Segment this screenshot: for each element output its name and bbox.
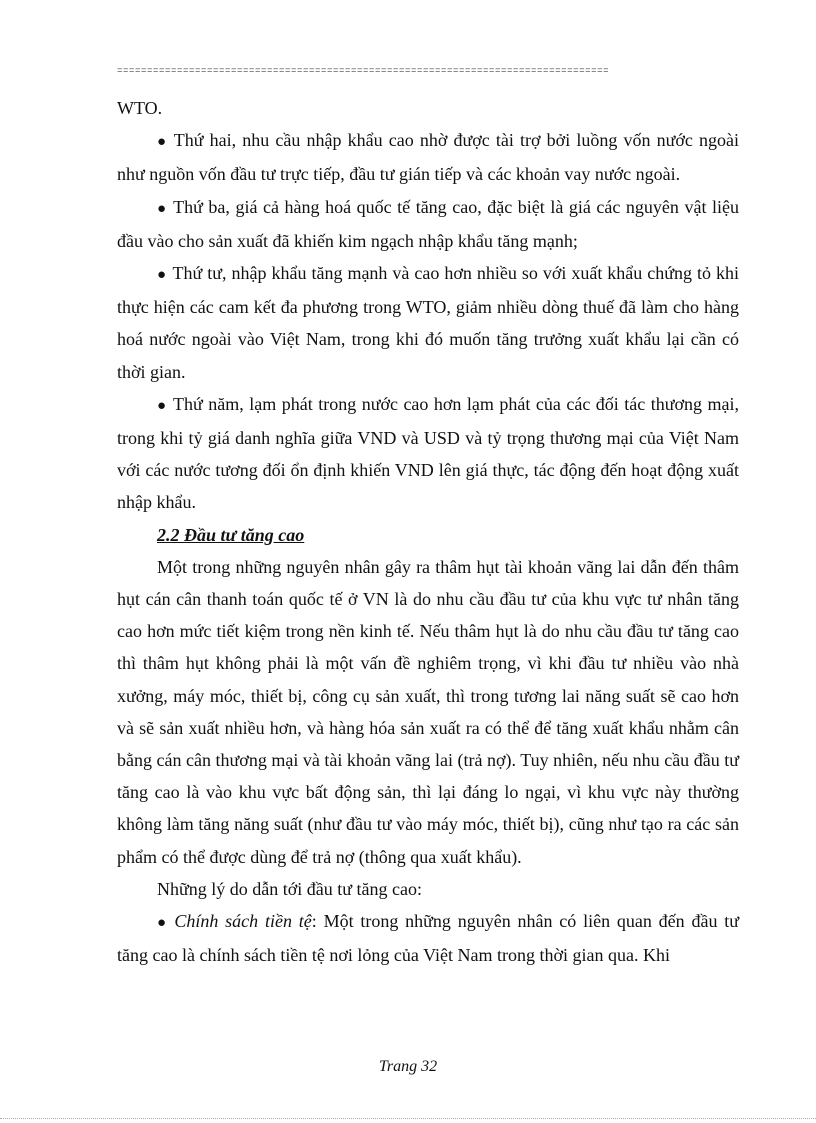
bullet-icon: ●: [157, 134, 168, 151]
paragraph-text: Thứ hai, nhu cầu nhập khẩu cao nhờ được tài trợ bởi luồng vốn nước ngoài như nguồn vốn đầu tư trực tiếp, đầu tư gián tiếp và các khoản vay nước ngoài.: [117, 130, 739, 185]
paragraph: Những lý do dẫn tới đầu tư tăng cao:: [157, 878, 422, 899]
paragraph: Một trong những nguyên nhân gây ra thâm hụt tài khoản vãng lai dẫn đến thâm hụt cán cân thanh toán quốc tế ở VN là do nhu cầu đầu tư của khu vực tư nhân tăng cao hơn mức tiết kiệm trong nền kinh tế. Nếu thâm hụt là do nhu cầu đầu tư tăng cao thì thâm hụt không phải là một vấn đề nghiêm trọng, vì khi đầu tư nhiều vào nhà xưởng, máy móc, thiết bị, công cụ sản xuất, thì trong tương lai năng suất sẽ cao hơn và sẽ sản xuất nhiều hơn, và hàng hóa sản xuất ra có thể để tăng xuất khẩu nhằm cân bằng cán cân thương mại và tài khoản vãng lai (trả nợ). Tuy nhiên, nếu nhu cầu đầu tư tăng cao là vào khu vực bất động sản, thì lại đáng lo ngại, vì khu vực này thường không làm tăng năng suất (như đầu tư vào máy móc, thiết bị), cũng như tạo ra các sản phẩm có thể được dùng để trả nợ (thông qua xuất khẩu).: [117, 556, 739, 867]
bullet-paragraph: [117, 388, 739, 519]
bullet-paragraph: [117, 905, 739, 971]
page-number: Trang 32: [378, 1058, 438, 1075]
paragraph-text: Thứ tư, nhập khẩu tăng mạnh và cao hơn nhiều so với xuất khẩu chứng tỏ khi thực hiện các cam kết đa phương trong WTO, giảm nhiều dòng thuế đã làm cho hàng hoá nước ngoài vào Việt Nam, trong khi đó muốn tăng trưởng xuất khẩu lại cần có thời gian.: [117, 263, 739, 382]
paragraph-text: : Một trong những nguyên nhân có liên quan đến đầu tư tăng cao là chính sách tiền tệ nơi lỏng của Việt Nam trong thời gian qua. Khi: [117, 911, 740, 966]
bottom-divider: [0, 1118, 816, 1119]
term-italic: Chính sách tiền tệ: [174, 911, 312, 932]
bullet-paragraph: [117, 124, 739, 190]
paragraph-text: Thứ năm, lạm phát trong nước cao hơn lạm phát của các đối tác thương mại, trong khi tỷ giá danh nghĩa giữa VND và USD và tỷ trọng thương mại của Việt Nam với các nước tương đối ổn định khiến VND lên giá thực, tác động đến hoạt động xuất nhập khẩu.: [117, 393, 739, 513]
bullet-icon: ●: [157, 267, 167, 284]
bullet-icon: ●: [157, 915, 169, 932]
bullet-paragraph: [117, 191, 739, 257]
bullet-icon: ●: [157, 397, 168, 414]
paragraph: WTO.: [117, 98, 163, 118]
bullet-paragraph: [117, 257, 739, 388]
section-heading: 2.2 Đầu tư tăng cao: [157, 524, 305, 545]
bullet-icon: ●: [157, 200, 168, 217]
header-rule: ==================================================================================: [117, 66, 610, 76]
paragraph-text: Thứ ba, giá cả hàng hoá quốc tế tăng cao, đặc biệt là giá các nguyên vật liệu đầu vào cho sản xuất đã khiến kim ngạch nhập khẩu tăng mạnh;: [117, 196, 740, 251]
page-body: [117, 92, 739, 971]
